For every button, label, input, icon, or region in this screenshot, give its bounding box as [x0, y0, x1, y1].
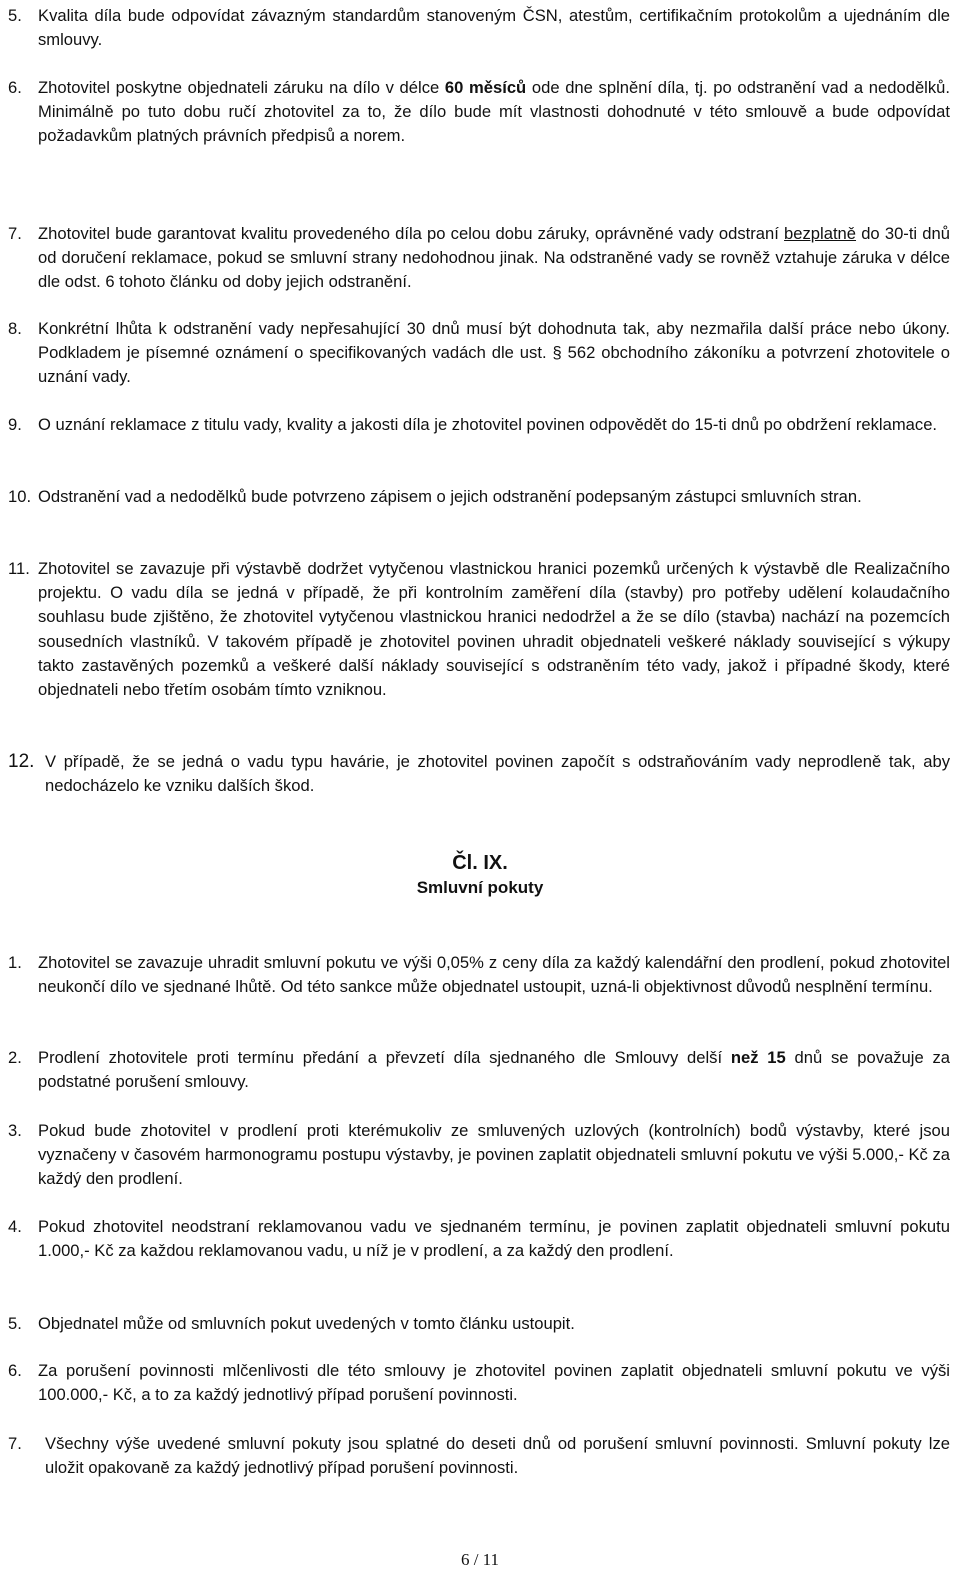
text-segment: Odstranění vad a nedodělků bude potvrzeno zápisem o jejich odstranění podepsaným zástupci smluvních stran. [38, 487, 862, 506]
clause-number: 1. [8, 953, 22, 972]
text-segment: Všechny výše uvedené smluvní pokuty jsou splatné do deseti dnů od porušení smluvní povinnosti. Smluvní pokuty lze uložit opakovaně za každý jednotlivý případ porušení povinnosti. [45, 1434, 950, 1478]
text-segment: dnů se považuje za podstatné porušení smlouvy. [38, 1048, 950, 1092]
clause-text [38, 557, 950, 702]
text-segment: Zhotovitel poskytne objednateli záruku na dílo v délce [38, 78, 445, 97]
text-segment: Zhotovitel se zavazuje při výstavbě dodržet vytyčenou vlastnickou hranici pozemků určených k výstavbě dle Realizačního projektu. O vadu díla se jedná v případě, že při kontrolním zaměření díla (stavby) pro potřeby udělení kolaudačního souhlasu bude zjištěno, že zhotovitel vytyčenou vlastnickou hranici nedodržel a že se dílo (stavba) nachází na pozemcích sousedních vlastníků. V takovém případě je zhotovitel povinen uhradit objednateli veškeré náklady související s výkupy takto zastavěných pozemků a veškeré další náklady související s odstraněním této vady, jakož i případné škody, které objednateli nebo třetím osobám tímto vzniknou. [38, 559, 950, 700]
page-number: 6 / 11 [460, 1550, 500, 1569]
text-segment: Zhotovitel bude garantovat kvalitu provedeného díla po celou dobu záruky, oprávněné vady odstraní [38, 224, 785, 243]
text-segment: Pokud bude zhotovitel v prodlení proti kterémukoliv ze smluvených uzlových (kontrolních) bodů výstavby, které jsou vyznačeny v časovém harmonogramu postupu výstavby, je povinen zaplatit objednateli smluvní pokutu ve výši 5.000,- Kč za každý den prodlení. [38, 1121, 950, 1189]
clause-text [38, 1046, 950, 1094]
penalty-clause-7 [8, 1432, 950, 1480]
penalty-clause-1 [8, 951, 950, 999]
emphasis-text: než 15 [730, 1048, 786, 1067]
clause-number: 7. [8, 224, 22, 243]
clause-7 [8, 222, 950, 295]
clause-8 [8, 317, 950, 390]
text-segment: Za porušení povinnosti mlčenlivosti dle této smlouvy je zhotovitel povinen zaplatit objednateli smluvní pokutu ve výši 100.000,- Kč, a to za každý jednotlivý případ porušení povinnosti. [38, 1361, 950, 1405]
clause-text [38, 1359, 950, 1407]
clause-number: 10. [8, 487, 32, 506]
clause-number: 2. [8, 1048, 22, 1067]
clause-number: 8. [8, 319, 22, 338]
penalty-clause-5 [8, 1312, 950, 1336]
clause-number: 6. [8, 1361, 22, 1380]
penalty-clause-4 [8, 1215, 950, 1263]
text-segment: Zhotovitel se zavazuje uhradit smluvní pokutu ve výši 0,05% z ceny díla za každý kalendářní den prodlení, pokud zhotovitel neukončí dílo ve sjednané lhůtě. Od této sankce může objednatel ustoupit, uzná-li objektivnost důvodů nesplnění termínu. [38, 953, 950, 997]
clause-number: 7. [8, 1434, 22, 1453]
text-segment: O uznání reklamace z titulu vady, kvality a jakosti díla je zhotovitel povinen odpovědět do 15-ti dnů po obdržení reklamace. [38, 415, 938, 434]
clause-number: 11. [8, 559, 30, 578]
penalty-clause-6 [8, 1359, 950, 1407]
clause-12 [8, 750, 950, 798]
clause-6 [8, 76, 950, 149]
clause-text [38, 413, 950, 437]
text-segment: ode dne splnění díla, tj. po odstranění vad a nedodělků. Minimálně po tuto dobu ručí zhotovitel za to, že dílo bude mít vlastnosti dohodnuté v této smlouvě a bude odpovídat požadavkům platných právních předpisů a norem. [38, 78, 950, 146]
text-segment: Kvalita díla bude odpovídat závazným standardům stanoveným ČSN, atestům, certifikačním protokolům a ujednáním dle smlouvy. [38, 6, 950, 50]
clause-9 [8, 413, 950, 437]
clause-number: 4. [8, 1217, 22, 1236]
clause-number: 6. [8, 78, 22, 97]
text-segment: Pokud zhotovitel neodstraní reklamovanou vadu ve sjednaném termínu, je povinen zaplatit objednateli smluvní pokutu 1.000,- Kč za každou reklamovanou vadu, u níž je v prodlení, a za každý den prodlení. [38, 1217, 950, 1261]
text-segment: Prodlení zhotovitele proti termínu předání a převzetí díla sjednaného dle Smlouvy delší [38, 1048, 731, 1067]
penalty-clause-3 [8, 1119, 950, 1192]
clause-number: 5. [8, 1314, 22, 1333]
clause-text [38, 1215, 950, 1263]
clause-number: 3. [8, 1121, 22, 1140]
clause-11 [8, 557, 950, 702]
article-title: Smluvní pokuty [416, 878, 544, 897]
clause-number: 12. [8, 751, 35, 772]
clause-number: 9. [8, 415, 22, 434]
text-segment: Objednatel může od smluvních pokut uvedených v tomto článku ustoupit. [38, 1314, 575, 1333]
text-segment: V případě, že se jedná o vadu typu havárie, je zhotovitel povinen započít s odstraňováním vady neprodleně tak, aby nedocházelo ke vzniku dalších škod. [45, 752, 950, 796]
clause-text [38, 1119, 950, 1192]
clause-text [38, 4, 950, 52]
clause-text [38, 951, 950, 999]
clause-text [38, 76, 950, 149]
penalty-clause-2 [8, 1046, 950, 1094]
clause-number: 5. [8, 6, 22, 25]
clause-text [38, 317, 950, 390]
clause-text [38, 485, 950, 509]
text-segment: Konkrétní lhůta k odstranění vady nepřesahující 30 dnů musí být dohodnuta tak, aby nezmařila další práce nebo úkony. Podkladem je písemné oznámení o specifikovaných vadách dle ust. § 562 obchodního zákoníku a potvrzení zhotovitele o uznání vady. [38, 319, 950, 387]
clause-5 [8, 4, 950, 52]
clause-text [45, 750, 950, 798]
clause-10 [8, 485, 950, 509]
clause-text [38, 222, 950, 295]
emphasis-text: 60 měsíců [444, 78, 527, 97]
underlined-text: bezplatně [784, 224, 857, 243]
clause-text [45, 1432, 950, 1480]
clause-text [38, 1312, 950, 1336]
text-segment: do 30-ti dnů od doručení reklamace, pokud se smluvní strany nedohodnou jinak. Na odstraněné vady se rovněž vztahuje záruka v délce dle odst. 6 tohoto článku od doby jejich odstranění. [38, 224, 950, 292]
article-number: Čl. IX. [452, 852, 508, 874]
